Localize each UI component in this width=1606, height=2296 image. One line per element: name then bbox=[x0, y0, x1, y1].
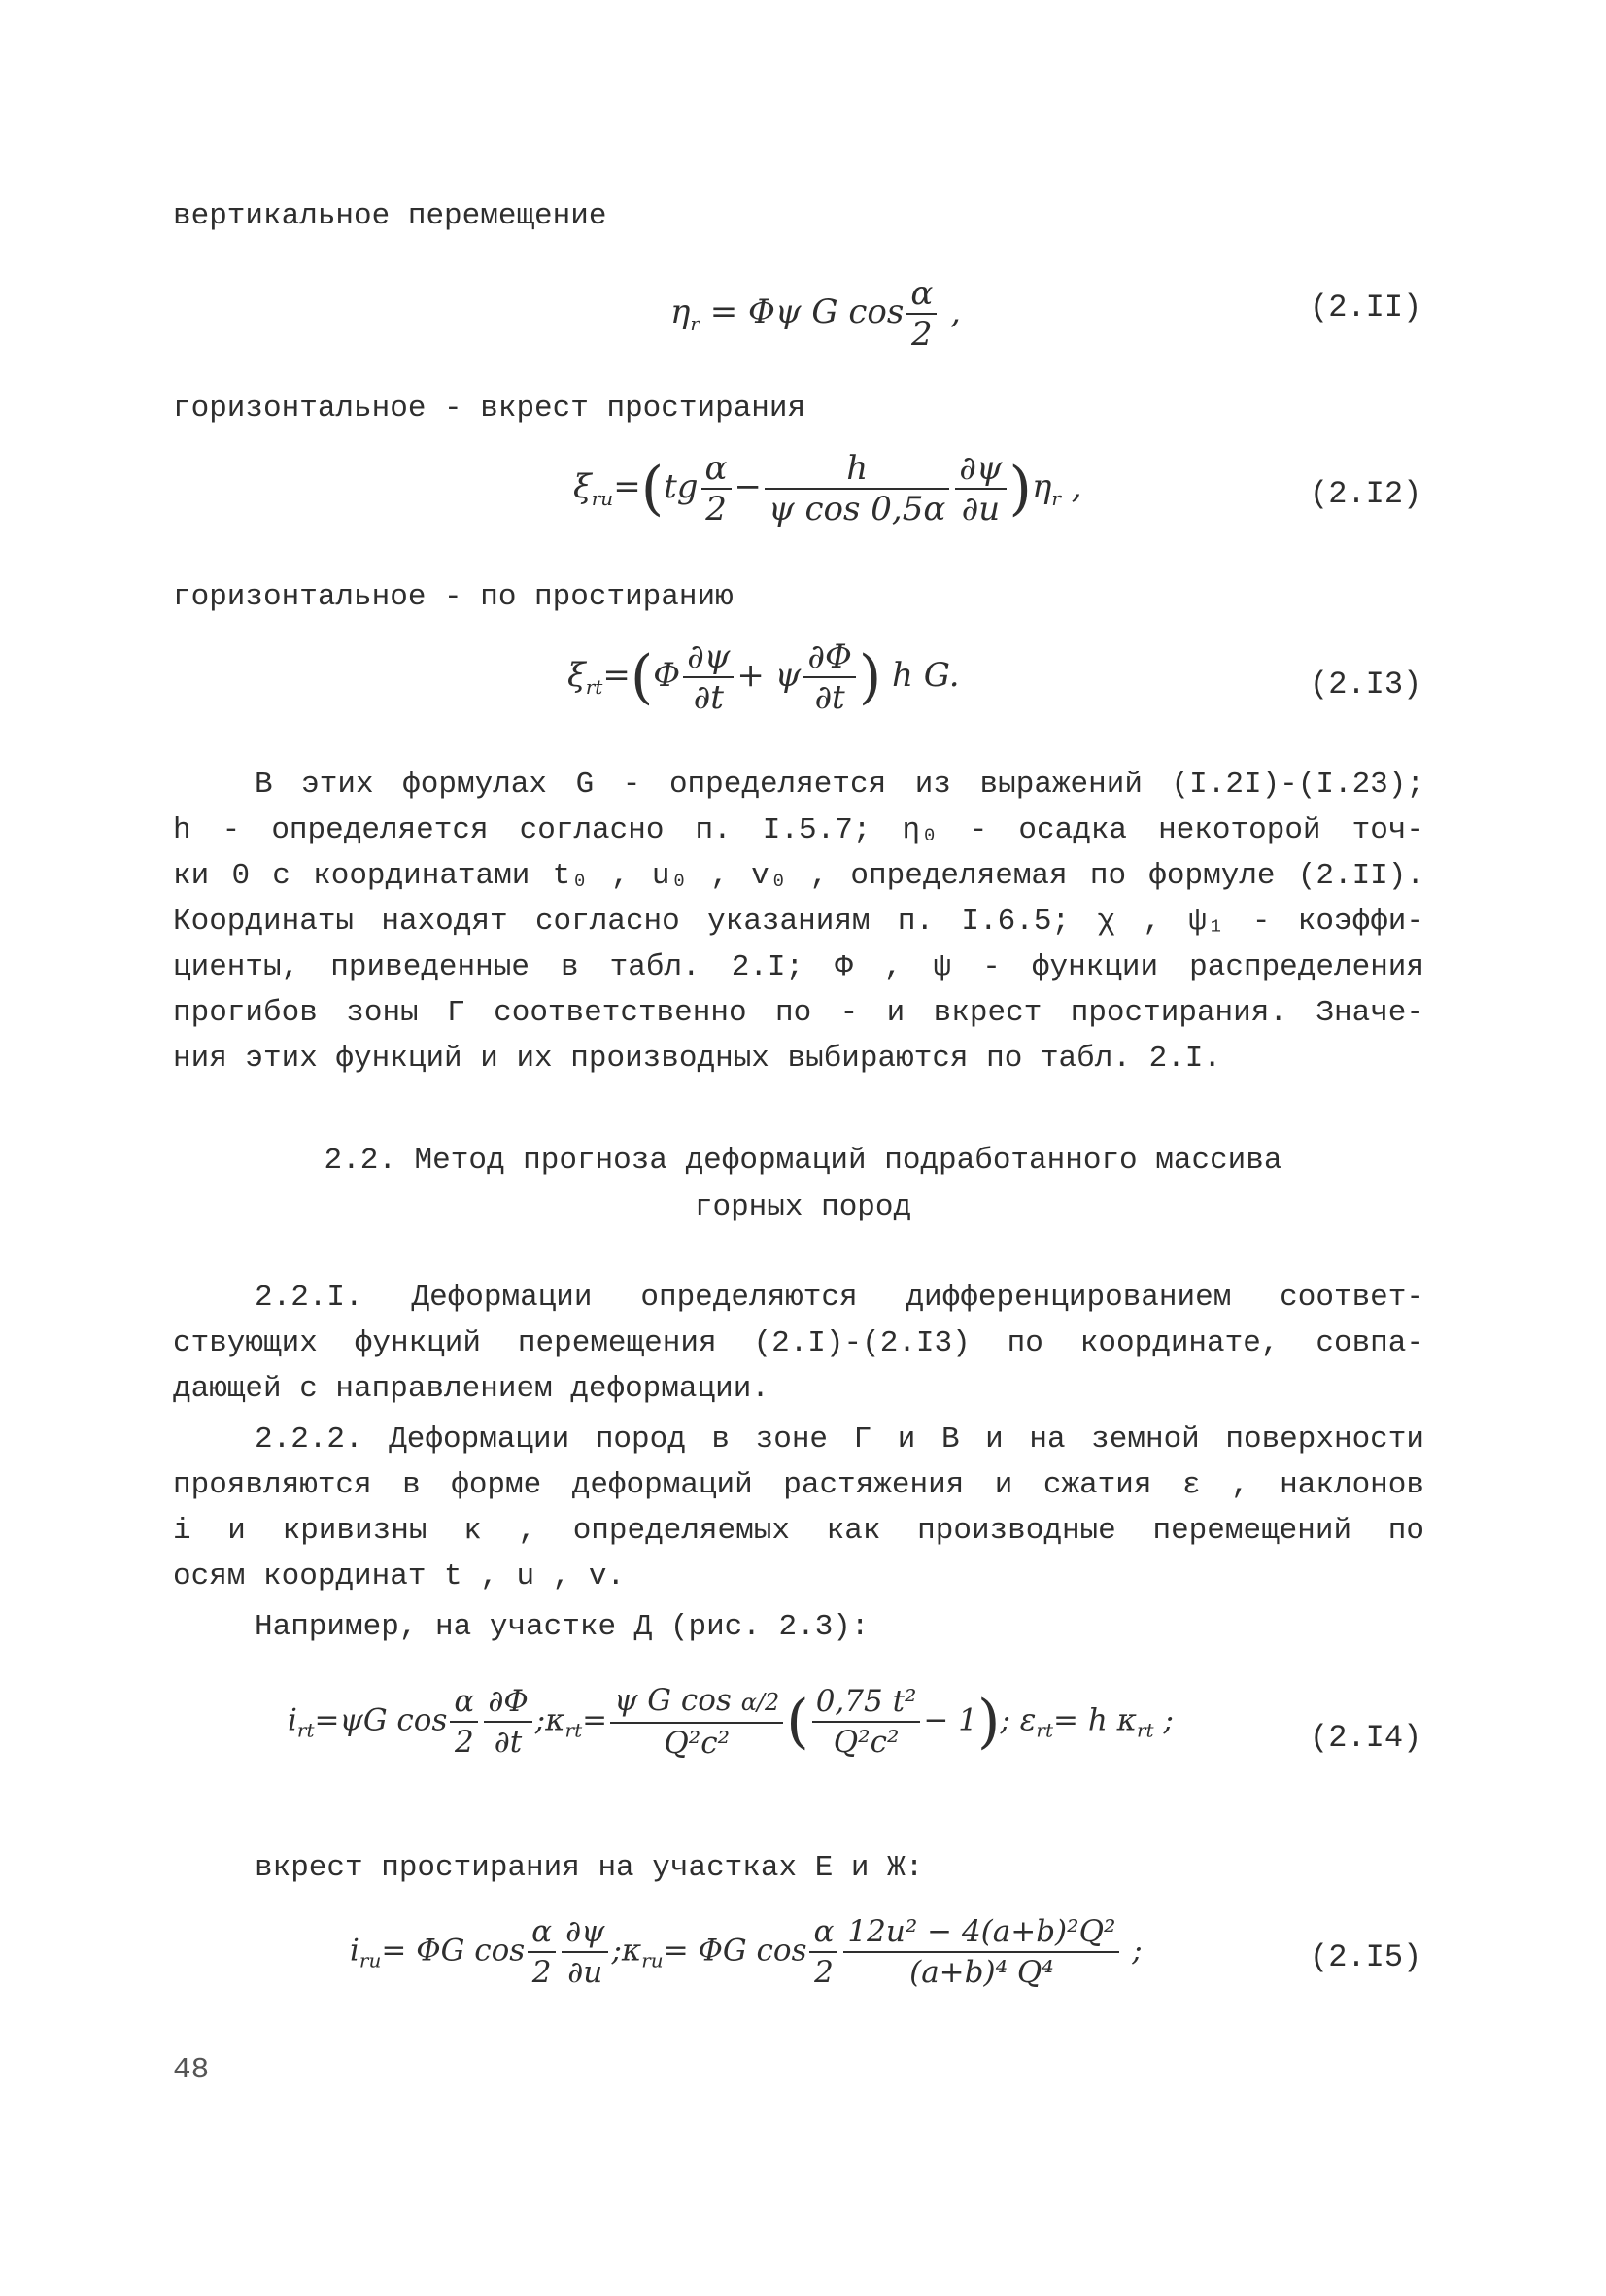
para-222-line-4: осям координат t , u , v. bbox=[173, 1559, 626, 1593]
para-222-line-1: 2.2.2. Деформации пород в зоне Г и В и на земной поверхности bbox=[255, 1422, 1424, 1456]
explanation-paragraph bbox=[173, 762, 1424, 1081]
equation-2-15: $i_{ru}= \Phi G$ cos $\frac{\alpha}{2}$ $\frac{\partial\psi}{\partial u}$ $;\kappa_{ru}= \Phi G$ cos $\frac{\alpha}{2}$ $\frac{\text{12u² − 4(a+b)²Q²}}{\text{(a+b)⁴ Q⁴}}$ ; bbox=[350, 1914, 1143, 1990]
explanation-line-7: ния этих функций и их производных выбираются по табл. 2.I. bbox=[173, 1042, 1221, 1076]
explanation-line-3: ки 0 с координатами t₀ , u₀ , v₀ , определяемая по формуле (2.II). bbox=[173, 859, 1424, 893]
para-221-line-2: ствующих функций перемещения (2.I)-(2.I3) по координате, совпа- bbox=[173, 1326, 1424, 1360]
para-221-line-1: 2.2.I. Деформации определяются дифференцированием соответ- bbox=[255, 1281, 1424, 1315]
section-title-line-2: горных пород bbox=[694, 1190, 912, 1224]
paragraph-2-2-1 bbox=[173, 1275, 1424, 1412]
text-vertical-displacement: вертикальное перемещение bbox=[173, 199, 607, 233]
equation-2-14: $i_{rt}=\psi G$ cos $\frac{\alpha}{2}$ $\frac{\partial\Phi}{\partial t}$ $;\kappa_{rt}=$ $\frac{\text{ψ G cos α/2}}{\text{Q²c²}}$ ( $\frac{\text{0,75 t²}}{\text{Q²c²}}$ − 1); $\varepsilon_{rt}= h$ $\kappa_{rt}$ ; bbox=[288, 1683, 1174, 1761]
text-cross-strike: вкрест простирания на участках Е и Ж: bbox=[255, 1851, 924, 1885]
explanation-line-2: h - определяется согласно п. I.5.7; η₀ - осадка некоторой точ- bbox=[173, 813, 1424, 847]
equation-number-2-14: (2.I4) bbox=[1310, 1720, 1422, 1756]
para-222-line-3: i и кривизны κ , определяемых как производные перемещений по bbox=[173, 1514, 1424, 1548]
equation-2-13: $\xi_{rt}=(\Phi$ $\frac{\partial\psi}{\partial t}$ + ψ $\frac{\partial\Phi}{\partial t}$ ) h G. bbox=[567, 637, 960, 717]
explanation-line-4: Координаты находят согласно указаниям п. I.6.5; χ , ψ₁ - коэффи- bbox=[173, 905, 1424, 939]
text-example: Например, на участке Д (рис. 2.3): bbox=[255, 1610, 870, 1644]
explanation-line-6: прогибов зоны Г соответственно по - и вкрест простирания. Значе- bbox=[173, 996, 1424, 1030]
para-222-line-2: проявляются в форме деформаций растяжения и сжатия ε , наклонов bbox=[173, 1468, 1424, 1502]
explanation-line-1: В этих формулах G - определяется из выражений (I.2I)-(I.23); bbox=[255, 768, 1424, 802]
equation-2-11: $\eta_r = \Phi\psi$ G cos $\frac{\alpha}{2}$ , bbox=[670, 274, 961, 354]
para-221-line-3: дающей с направлением деформации. bbox=[173, 1372, 769, 1406]
equation-number-2-12: (2.I2) bbox=[1310, 476, 1422, 512]
equation-number-2-15: (2.I5) bbox=[1310, 1939, 1422, 1975]
page-number: 48 bbox=[173, 2053, 210, 2087]
explanation-line-5: циенты, приведенные в табл. 2.I; Φ , ψ - функции распределения bbox=[173, 950, 1424, 984]
equation-number-2-13: (2.I3) bbox=[1310, 667, 1422, 703]
text-horizontal-along: горизонтальное - по простиранию bbox=[173, 580, 734, 614]
section-title-line-1: 2.2. Метод прогноза деформаций подработанного массива bbox=[324, 1144, 1282, 1178]
equation-number-2-11: (2.II) bbox=[1310, 290, 1422, 326]
equation-2-12: $\xi_{ru}=(tg$ $\frac{\alpha}{2}$ − $\frac{h}{\text{ψ cos 0,5α}}$ $\frac{\partial\psi}{\partial u}$ )$\eta_r$ , bbox=[573, 449, 1082, 529]
text-horizontal-cross: горизонтальное - вкрест простирания bbox=[173, 392, 806, 426]
paragraph-2-2-2 bbox=[173, 1417, 1424, 1599]
